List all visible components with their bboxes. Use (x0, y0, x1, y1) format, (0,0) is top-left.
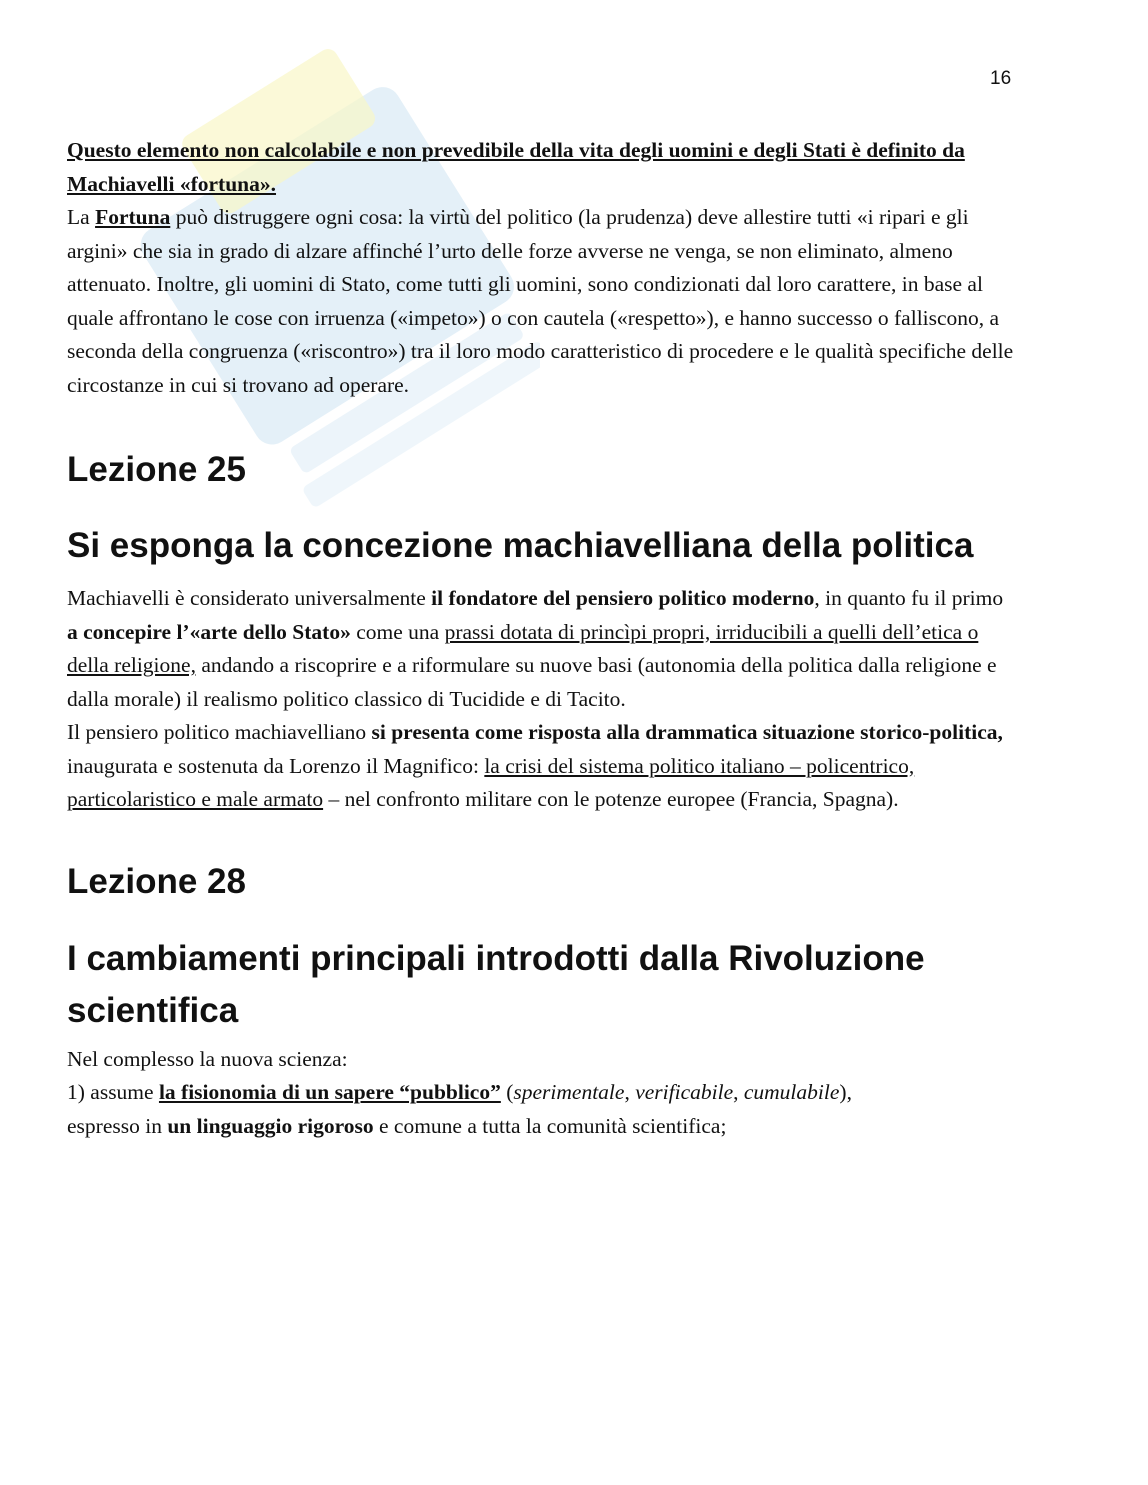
lezione-28-heading: Lezione 28 (67, 861, 246, 901)
machiavelli-paragraph-2: Il pensiero politico machiavelliano si presenta come risposta alla drammatica situazione storico-politica, inaugurata e sostenuta da Lorenzo il Magnifico: la crisi del sistema politico italiano – policentrico, particolaristico e male armato – nel confronto militare con le potenze europee (Francia, Spagna). (67, 720, 1003, 811)
lezione-25-heading: Lezione 25 (67, 450, 246, 489)
fortuna-paragraph: Questo elemento non calcolabile e non prevedibile della vita degli uomini e degli Stati è definito da Machiavelli «fortuna». La Fortuna può distruggere ogni cosa: la virtù del politico (la prudenza) deve allestire tutti «i ripari e gli argini» che sia in grado di alzare affinché l’urto delle forze avverse ne venga, se non eliminato, almeno attenuato. Inoltre, gli uomini di Stato, come tutti gli uomini, sono condizionati dal loro carattere, in base al quale affrontano le cose con irruenza («impeto») o con cautela («respetto»), e hanno successo o falliscono, a seconda della congruenza («riscontro») tra il loro modo caratteristico di procedere e le qualità specifiche delle circostanze in cui si trovano ad operare. (67, 138, 1014, 397)
scienza-paragraph: Nel complesso la nuova scienza: 1) assume la fisionomia di un sapere “pubblico” (sperimentale, verificabile, cumulabile), espresso in un linguaggio rigoroso e comune a tutta la comunità scientifica; (67, 1046, 852, 1138)
lezione-28-title: I cambiamenti principali introdotti dalla Rivoluzione scientifica (67, 938, 925, 1030)
fortuna-definition: Questo elemento non calcolabile e non prevedibile della vita degli uomini e degli Stati è definito da Machiavelli «fortuna». (67, 138, 965, 196)
fortuna-keyword: Fortuna (95, 205, 171, 229)
machiavelli-paragraph-1: Machiavelli è considerato universalmente il fondatore del pensiero politico moderno, in quanto fu il primo a concepire l’«arte dello Stato» come una prassi dotata di princìpi propri, irriducibili a quelli dell’etica o della religione, andando a riscoprire e a riformulare su nuove basi (autonomia della politica dalla religione e dalla morale) il realismo politico classico di Tucidide e di Tacito. (67, 586, 1004, 711)
page-content (67, 134, 1017, 1143)
lezione-25-title: Si esponga la concezione machiavelliana della politica (67, 526, 974, 565)
page-number: 16 (990, 68, 1012, 89)
